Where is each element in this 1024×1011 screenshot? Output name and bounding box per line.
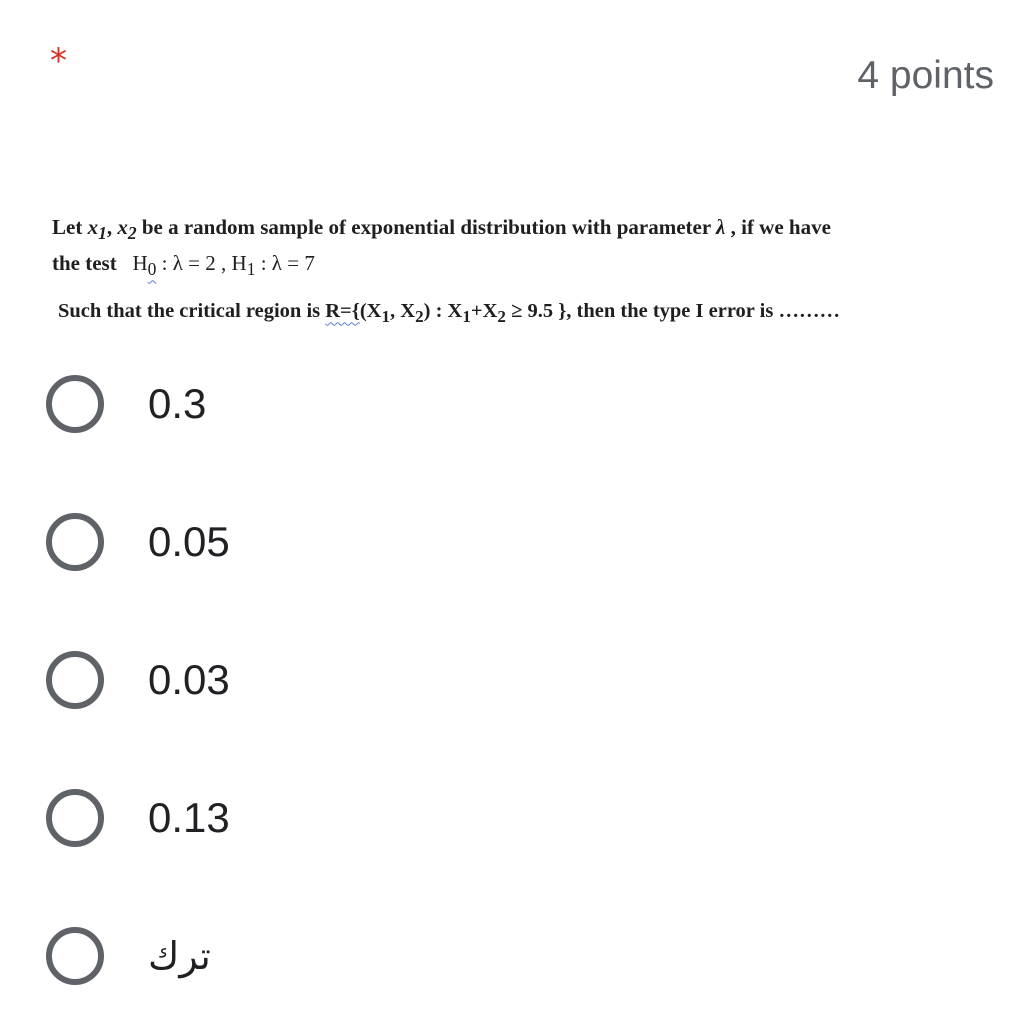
question-text-segment: , H bbox=[215, 251, 247, 276]
question-text-segment: , X bbox=[390, 300, 416, 323]
radio-button[interactable] bbox=[46, 651, 104, 709]
question-text-segment: Such that the critical region is bbox=[58, 300, 326, 323]
question-text-segment: 2 bbox=[127, 223, 137, 244]
question-text-segment: 1 bbox=[381, 307, 391, 327]
option-0-13[interactable] bbox=[46, 783, 646, 853]
option-label: 0.13 bbox=[148, 794, 230, 841]
question-text-segment: R={ bbox=[325, 300, 360, 323]
option-0-3[interactable] bbox=[46, 369, 646, 439]
question-text-segment: 1 bbox=[246, 259, 256, 280]
question-text bbox=[52, 212, 1002, 332]
question-text-segment: : λ = 2 bbox=[156, 251, 216, 276]
radio-button[interactable] bbox=[46, 927, 104, 985]
question-text-segment: : λ = 7 bbox=[255, 251, 315, 276]
question-text-segment: 2 bbox=[415, 307, 424, 327]
option-label: ترك bbox=[148, 934, 211, 978]
required-asterisk: * bbox=[50, 41, 67, 81]
option-skip[interactable] bbox=[46, 921, 646, 991]
question-text-segment: 2 bbox=[497, 307, 506, 327]
question-line-2 bbox=[52, 248, 1002, 284]
question-text-segment: the test bbox=[52, 251, 122, 276]
question-text-segment: 1 bbox=[462, 307, 471, 327]
radio-button[interactable] bbox=[46, 513, 104, 571]
question-text-segment: λ bbox=[716, 215, 726, 239]
question-text-segment: 1 bbox=[98, 223, 107, 244]
question-text-segment: 0 bbox=[147, 259, 157, 280]
question-line-1 bbox=[52, 212, 1002, 248]
question-text-segment: Let bbox=[52, 215, 88, 239]
option-0-05[interactable] bbox=[46, 507, 646, 577]
option-label: 0.05 bbox=[148, 518, 230, 565]
option-0-03[interactable] bbox=[46, 645, 646, 715]
question-text-segment: x bbox=[117, 215, 128, 239]
question-text-segment: ) : X bbox=[423, 300, 463, 323]
radio-button[interactable] bbox=[46, 789, 104, 847]
question-text-segment: , bbox=[106, 215, 118, 239]
option-label: 0.3 bbox=[148, 380, 207, 427]
question-text-segment: (X bbox=[359, 300, 382, 323]
question-text-segment: ≥ 9.5 }, then the type I error is ……… bbox=[505, 300, 840, 323]
question-text-segment: H bbox=[132, 251, 148, 276]
question-text-segment: +X bbox=[470, 300, 498, 323]
question-text-segment: x bbox=[87, 215, 99, 239]
question-line-3 bbox=[58, 296, 1002, 332]
question-text-segment: be a random sample of exponential distribution with parameter bbox=[136, 215, 717, 239]
points-label: 4 points bbox=[857, 54, 994, 97]
option-label: 0.03 bbox=[148, 656, 230, 703]
radio-button[interactable] bbox=[46, 375, 104, 433]
question-text-segment: , if we have bbox=[725, 215, 831, 239]
